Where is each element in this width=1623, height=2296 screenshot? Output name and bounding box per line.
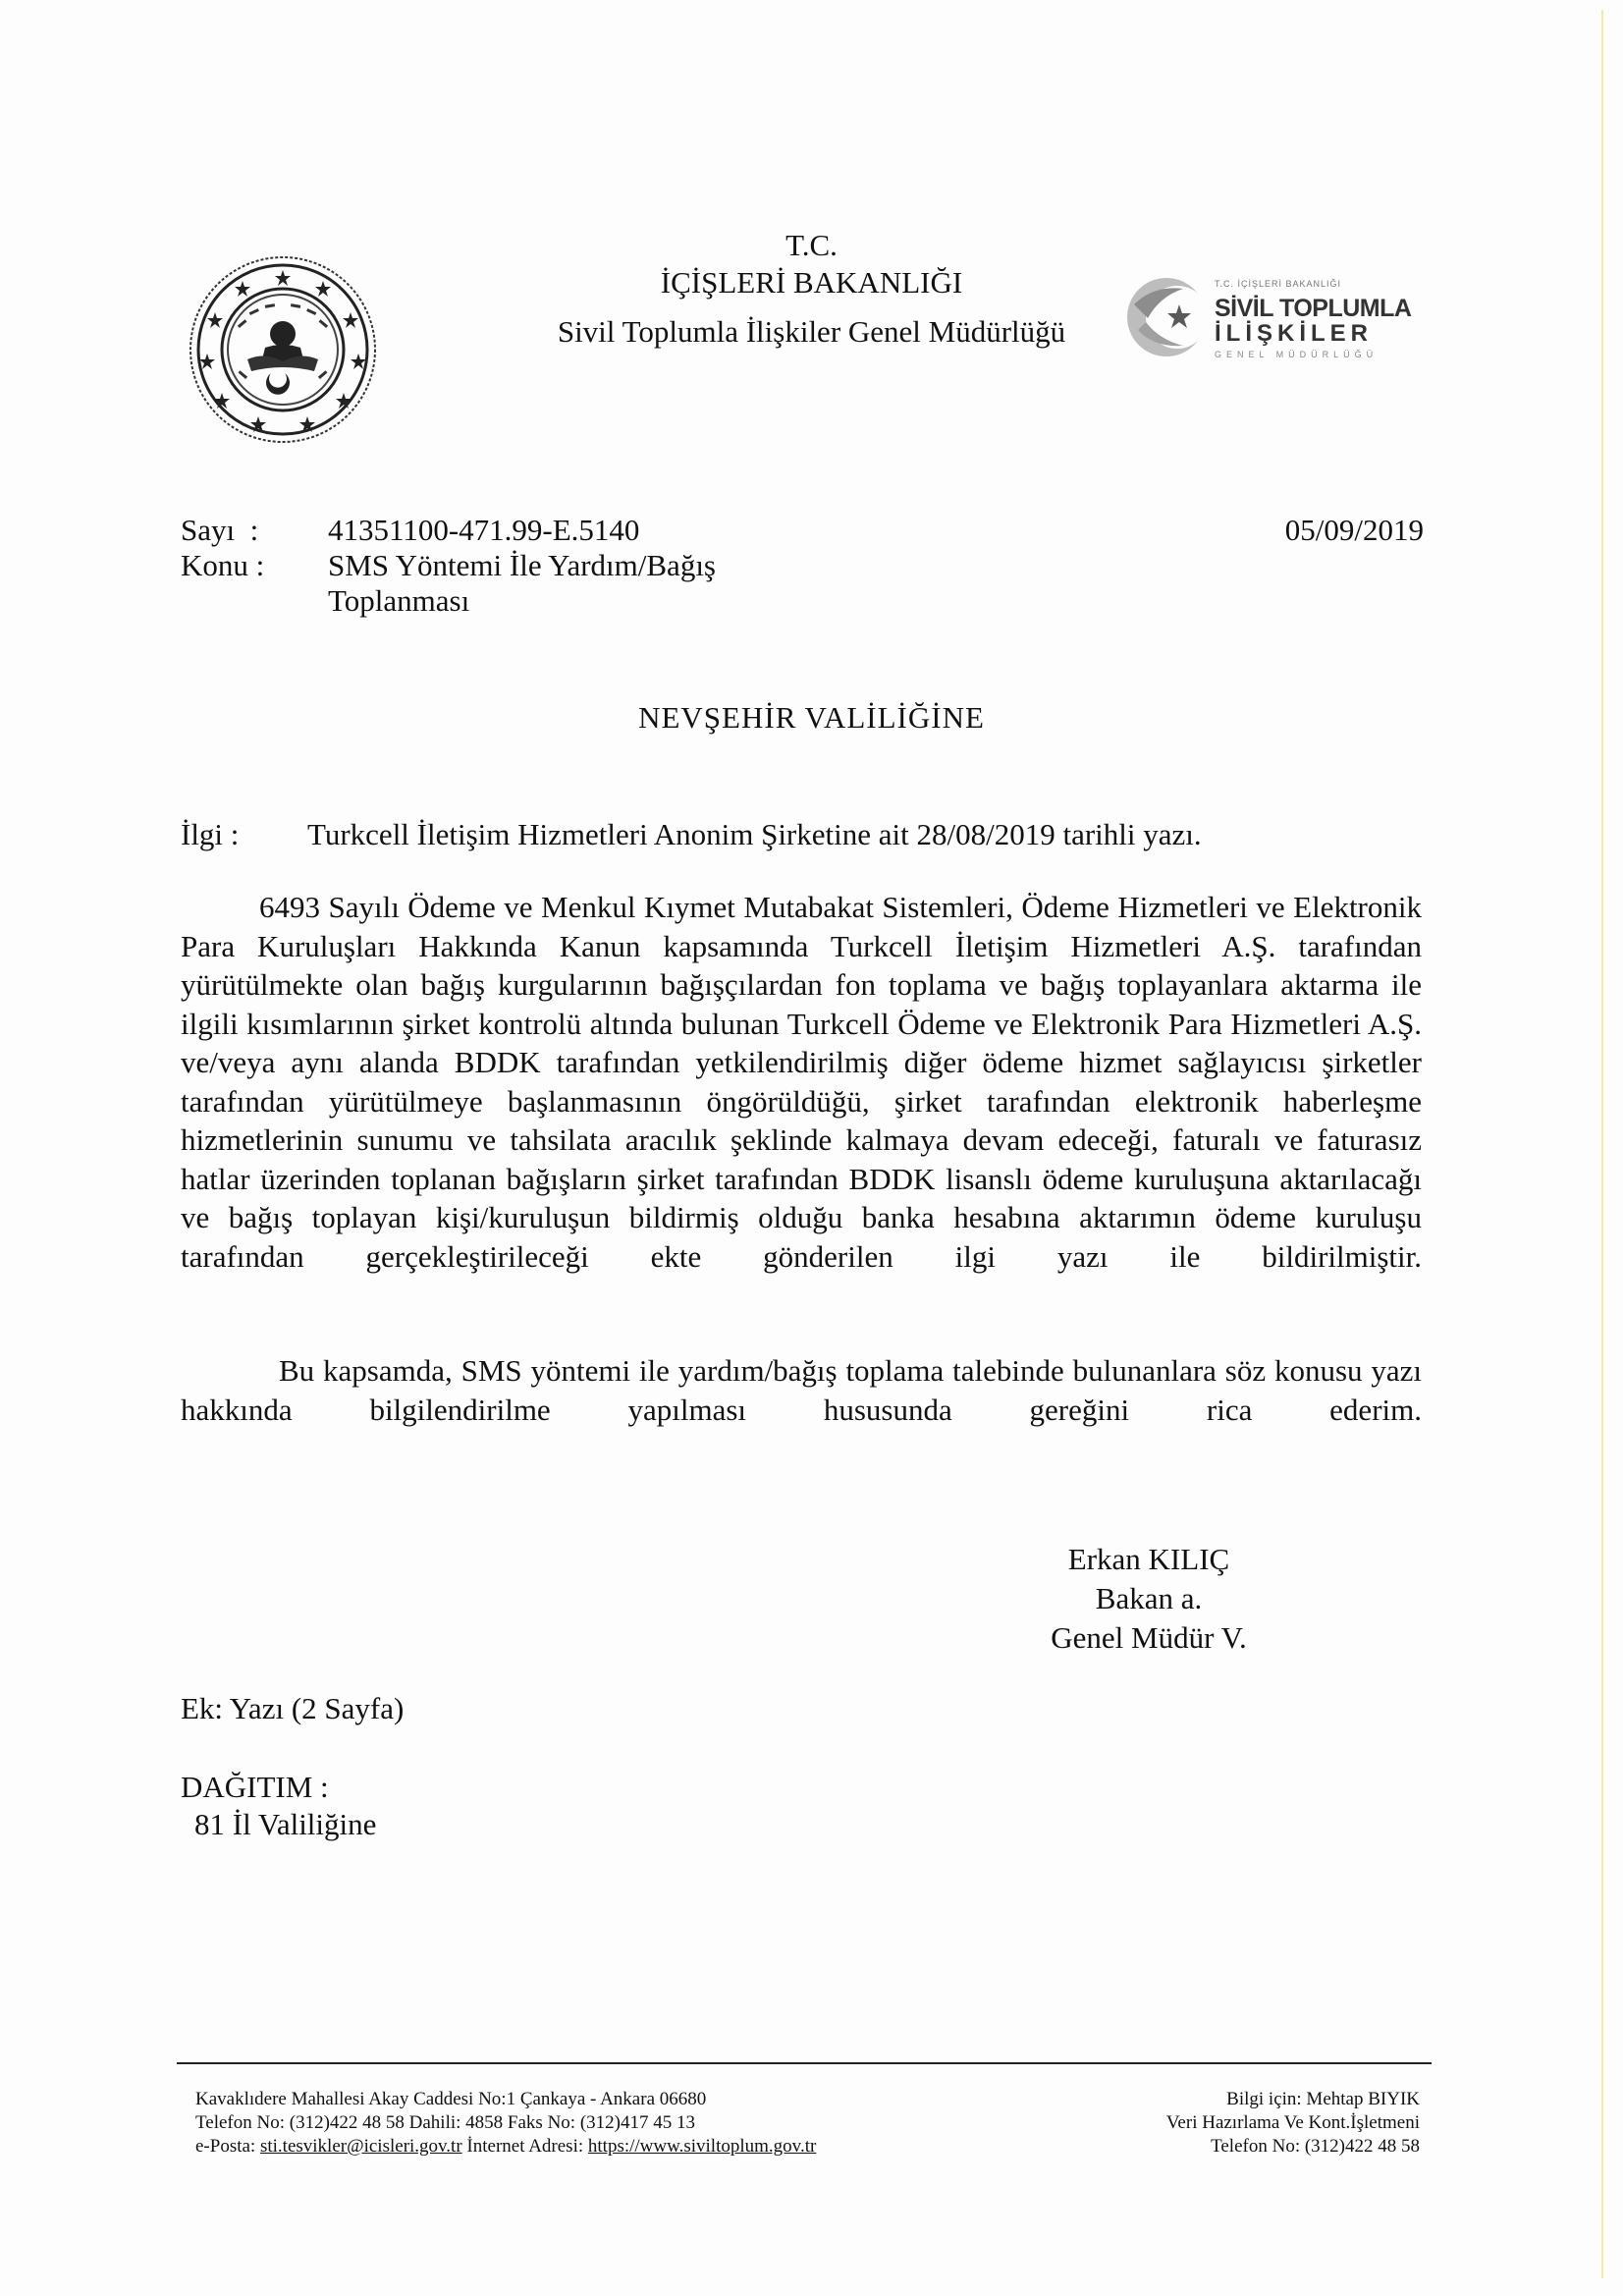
konu-label: Konu : xyxy=(181,548,265,582)
ilgi-text: Turkcell İletişim Hizmetleri Anonim Şirketine ait 28/08/2019 tarihli yazı. xyxy=(307,817,1202,851)
email-link[interactable]: sti.tesvikler@icisleri.gov.tr xyxy=(259,2136,462,2157)
attachment-note: Ek: Yazı (2 Sayfa) xyxy=(181,1691,405,1725)
sivil-toplum-logo xyxy=(1124,267,1419,365)
footer-phone: Telefon No: (312)422 48 58 Dahili: 4858 Faks No: (312)417 45 13 xyxy=(195,2112,695,2133)
footer-divider xyxy=(177,2062,1432,2064)
document-date: 05/09/2019 xyxy=(1284,513,1424,547)
footer-info-dept: Veri Hazırlama Ve Kont.İşletmeni xyxy=(1165,2112,1420,2133)
distribution-title: DAĞITIM : xyxy=(181,1770,329,1804)
signatory-title: Genel Müdür V. xyxy=(1051,1620,1247,1655)
body-paragraph-2: Bu kapsamda, SMS yöntemi ile yardım/bağış toplama talebinde bulunanlara söz konusu yazı hakkında bilgilendirilme yapılması hususunda gereğini rica ederim. xyxy=(181,1353,1422,1427)
department-name: Sivil Toplumla İlişkiler Genel Müdürlüğü xyxy=(557,314,1066,349)
signatory-authority: Bakan a. xyxy=(1095,1581,1203,1615)
distribution-item: 81 İl Valiliğine xyxy=(194,1807,377,1841)
website-link[interactable]: https://www.siviltoplum.gov.tr xyxy=(587,2136,817,2157)
sayi-label: Sayı : xyxy=(181,513,259,547)
logo-small-text: T.C. İÇİŞLERİ BAKANLIĞI xyxy=(1215,279,1342,289)
footer-info-contact: Bilgi için: Mehtap BIYIK xyxy=(1226,2089,1420,2109)
logo-line2: İLİŞKİLER xyxy=(1215,320,1374,347)
web-label: İnternet Adresi: xyxy=(466,2136,584,2157)
email-label: e-Posta: xyxy=(195,2136,256,2157)
konu-value-line2: Toplanması xyxy=(328,583,470,618)
body-paragraph-1: 6493 Sayılı Ödeme ve Menkul Kıymet Mutabakat Sistemleri, Ödeme Hizmetleri ve Elektronik Para Kuruluşları Hakkında Kanun kapsamında Turkcell İletişim Hizmetleri A.Ş. tarafından yürütülmekte olan bağış kurgularının bağışçılardan fon toplama ve bağış toplayanlara aktarma ile ilgili kısımlarının şirket kontrolü altında bulunan Turkcell Ödeme ve Elektronik Para Hizmetleri A.Ş. ve/veya aynı alanda BDDK tarafından yetkilendirilmiş diğer ödeme hizmet sağlayıcısı şirketler tarafından yürütülmeye başlanmasının öngörüldüğü, şirket tarafından elektronik haberleşme hizmetlerinin sunumu ve tahsilata aracılık şeklinde kalmaya devam edeceği, faturalı ve faturasız hatlar üzerinden toplanan bağışların şirket tarafından BDDK lisanslı ödeme kuruluşuna aktarılacağı ve bağış toplayan kişi/kuruluşun bildirmiş olduğu banka hesabına aktarımın ödeme kuruluşu tarafından gerçekleştirileceği ekte gönderilen ilgi yazı ile bildirilmiştir. xyxy=(181,890,1422,1274)
footer-address: Kavaklıdere Mahallesi Akay Caddesi No:1 Çankaya - Ankara 06680 xyxy=(195,2089,707,2109)
ilgi-label: İlgi : xyxy=(181,817,240,851)
sayi-value: 41351100-471.99-E.5140 xyxy=(328,513,640,547)
footer-contact-links xyxy=(195,2135,816,2158)
scan-edge-line xyxy=(1601,10,1603,2278)
ministry-name: İÇİŞLERİ BAKANLIĞI xyxy=(660,265,963,300)
signatory-name: Erkan KILIÇ xyxy=(1067,1542,1230,1576)
recipient: NEVŞEHİR VALİLİĞİNE xyxy=(638,700,985,735)
header-tc: T.C. xyxy=(785,228,838,262)
footer-info-phone: Telefon No: (312)422 48 58 xyxy=(1211,2136,1420,2157)
logo-line1: SİVİL TOPLUMLA xyxy=(1215,295,1412,322)
star-crescent-icon xyxy=(1124,275,1209,359)
konu-value-line1: SMS Yöntemi İle Yardım/Bağış xyxy=(328,548,716,582)
logo-line3: GENEL MÜDÜRLÜĞÜ xyxy=(1215,350,1379,359)
